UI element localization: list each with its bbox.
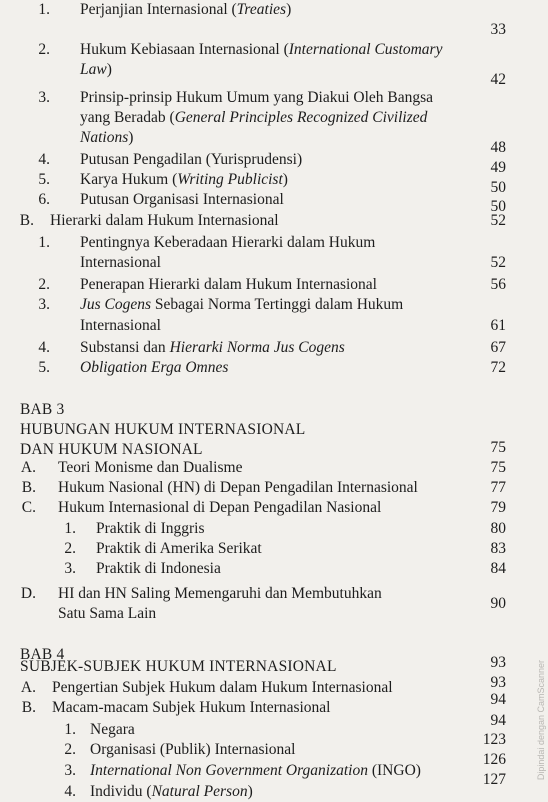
- entry-page-number: 56: [490, 276, 506, 293]
- entry-number: 3.: [38, 89, 50, 106]
- entry-number: A.: [20, 459, 36, 476]
- entry-title: Obligation Erga Omnes: [80, 359, 229, 376]
- entry-page-number: 126: [482, 751, 506, 768]
- toc-entry: [0, 295, 548, 315]
- toc-entry: [0, 478, 548, 498]
- entry-title: Negara: [90, 721, 135, 738]
- entry-number: 2.: [64, 741, 76, 758]
- entry-title: Hukum Nasional (HN) di Depan Pengadilan Internasional: [58, 479, 418, 496]
- entry-page-number: 67: [490, 339, 506, 356]
- entry-number: 2.: [38, 276, 50, 293]
- entry-page-number: 94: [490, 691, 506, 708]
- entry-number: 5.: [38, 359, 50, 376]
- toc-entry: [0, 211, 548, 231]
- entry-title: Organisasi (Publik) Internasional: [90, 741, 296, 758]
- entry-number: 1.: [64, 520, 76, 537]
- entry-page-number: 93: [490, 674, 506, 691]
- entry-page-number: 52: [490, 254, 506, 271]
- entry-page-number: 90: [490, 595, 506, 612]
- entry-page-number: 42: [490, 71, 506, 88]
- entry-number: 4.: [38, 151, 50, 168]
- entry-number: B.: [21, 479, 36, 496]
- entry-number: 1.: [64, 721, 76, 738]
- entry-title: Putusan Organisasi Internasional: [80, 191, 284, 208]
- scanner-watermark: Dipindai dengan CamScanner: [536, 660, 546, 781]
- entry-number: 3.: [64, 762, 76, 779]
- entry-page-number: 80: [490, 520, 506, 537]
- entry-title: International Non Government Organization (INGO): [90, 762, 421, 779]
- entry-page-number: 127: [482, 771, 506, 788]
- entry-title: Prinsip-prinsip Hukum Umum yang Diakui Oleh Bangsa: [80, 89, 434, 106]
- entry-title: Hierarki dalam Hukum Internasional: [50, 212, 279, 229]
- entry-title: Internasional: [80, 254, 161, 271]
- entry-page-number: 83: [490, 540, 506, 557]
- toc-entry: [0, 338, 548, 358]
- entry-number: 3.: [38, 296, 50, 313]
- chapter-3-title-line-2: DAN HUKUM NASIONAL: [20, 441, 203, 458]
- entry-title: Perjanjian Internasional (Treaties): [80, 1, 292, 18]
- entry-number: 5.: [38, 171, 50, 188]
- entry-title: Pengertian Subjek Hukum dalam Hukum Internasional: [52, 679, 393, 696]
- entry-title: Praktik di Amerika Serikat: [96, 540, 262, 557]
- entry-title: Penerapan Hierarki dalam Hukum Internasional: [80, 276, 377, 293]
- entry-title: Jus Cogens Sebagai Norma Tertinggi dalam Hukum: [80, 296, 404, 313]
- entry-page-number: 52: [490, 212, 506, 229]
- entry-page-number: 94: [490, 712, 506, 729]
- toc-entry: [0, 316, 548, 336]
- entry-number: B.: [19, 212, 34, 229]
- entry-page-number: 33: [490, 21, 506, 38]
- toc-entry: [0, 40, 548, 60]
- entry-title: HI dan HN Saling Memengaruhi dan Membutuhkan: [58, 585, 382, 602]
- toc-entry: [0, 458, 548, 478]
- entry-page-number: 123: [482, 731, 506, 748]
- entry-number: B.: [21, 699, 36, 716]
- chapter-3-page-number: 75: [490, 439, 506, 456]
- toc-entry: [0, 604, 548, 624]
- entry-title: Hukum Kebiasaan Internasional (International Customary: [80, 41, 443, 58]
- entry-title: Teori Monisme dan Dualisme: [58, 459, 243, 476]
- entry-number: 3.: [64, 560, 76, 577]
- entry-title: Substansi dan Hierarki Norma Jus Cogens: [80, 339, 345, 356]
- entry-page-number: 79: [490, 499, 506, 516]
- entry-title: yang Beradab (General Principles Recognized Civilized: [80, 109, 428, 126]
- chapter-3-title-line-1: HUBUNGAN HUKUM INTERNASIONAL: [20, 421, 306, 438]
- entry-page-number: 72: [490, 359, 506, 376]
- toc-entry: [0, 88, 548, 108]
- entry-title: Nations): [80, 129, 134, 146]
- entry-page-number: 61: [490, 317, 506, 334]
- entry-title: Hukum Internasional di Depan Pengadilan Nasional: [58, 499, 382, 516]
- entry-number: 1.: [38, 234, 50, 251]
- entry-number: 4.: [38, 339, 50, 356]
- toc-entry: [0, 519, 548, 539]
- chapter-3-label: BAB 3: [20, 401, 65, 418]
- toc-entry: [0, 559, 548, 579]
- entry-page-number: 50: [490, 179, 506, 196]
- entry-page-number: 75: [490, 459, 506, 476]
- toc-entry: [0, 358, 548, 378]
- entry-title: Internasional: [80, 317, 161, 334]
- toc-entry: [0, 0, 548, 20]
- toc-entry: [0, 233, 548, 253]
- toc-entry: [0, 20, 548, 40]
- entry-title: Satu Sama Lain: [58, 605, 157, 622]
- toc-entry: [0, 782, 548, 802]
- toc-entry: [0, 275, 548, 295]
- entry-number: 4.: [64, 783, 76, 800]
- entry-number: D.: [20, 585, 36, 602]
- entry-number: 2.: [64, 540, 76, 557]
- entry-number: 1.: [38, 1, 50, 18]
- entry-page-number: 77: [490, 479, 506, 496]
- entry-page-number: 49: [490, 159, 506, 176]
- entry-title: Macam-macam Subjek Hukum Internasional: [52, 699, 331, 716]
- entry-title: Karya Hukum (Writing Publicist): [80, 171, 288, 188]
- toc-entry: [0, 253, 548, 273]
- entry-title: Praktik di Indonesia: [96, 560, 221, 577]
- entry-page-number: 48: [490, 139, 506, 156]
- entry-title: Law): [80, 61, 112, 78]
- entry-title: Praktik di Inggris: [96, 520, 205, 537]
- chapter-4-title: SUBJEK-SUBJEK HUKUM INTERNASIONAL: [20, 658, 337, 675]
- entry-page-number: 50: [490, 198, 506, 215]
- entry-number: A.: [20, 679, 36, 696]
- chapter-4-label: BAB 4: [20, 646, 65, 663]
- chapter-4-page-number: 93: [490, 654, 506, 671]
- entry-title: Individu (Natural Person): [90, 783, 253, 800]
- toc-entry: [0, 70, 548, 90]
- entry-number: 2.: [38, 41, 50, 58]
- toc-entry: [0, 539, 548, 559]
- toc-entry: [0, 498, 548, 518]
- entry-title: Pentingnya Keberadaan Hierarki dalam Hukum: [80, 234, 376, 251]
- toc-entry: [0, 108, 548, 128]
- entry-page-number: 84: [490, 560, 506, 577]
- entry-title: Putusan Pengadilan (Yurisprudensi): [80, 151, 303, 168]
- entry-number: 6.: [38, 191, 50, 208]
- entry-number: C.: [21, 499, 36, 516]
